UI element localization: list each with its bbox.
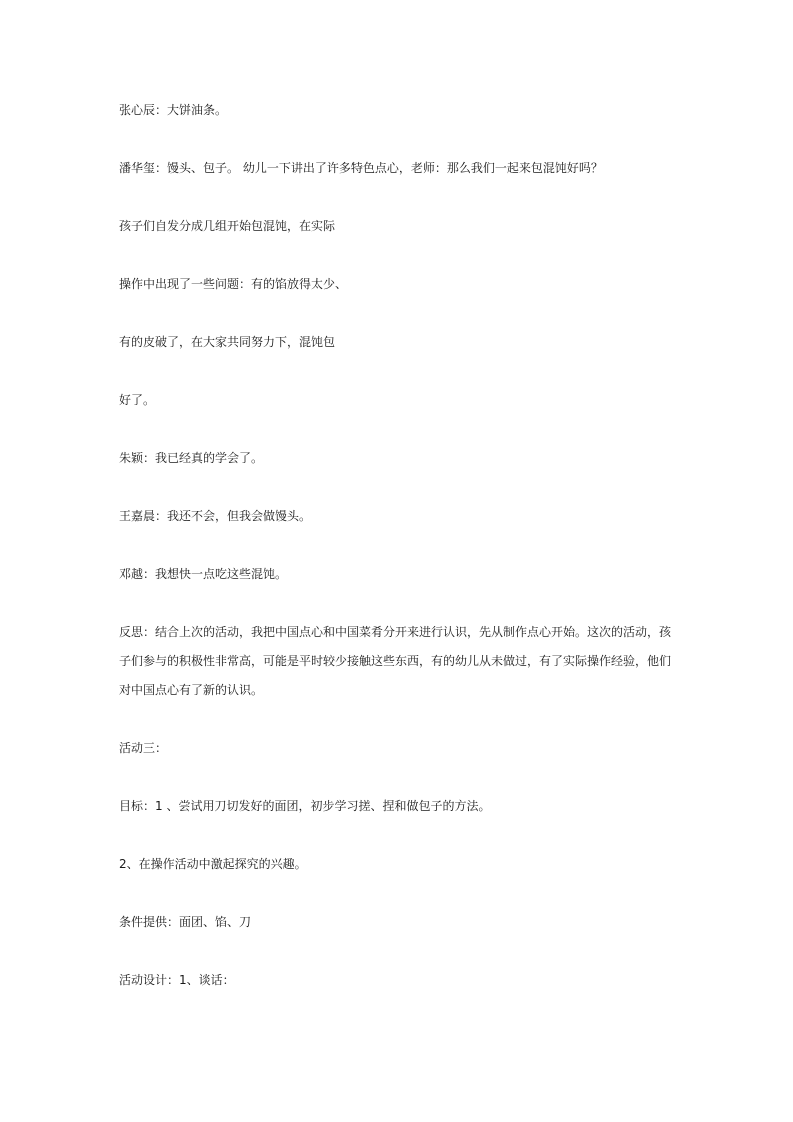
paragraph-dialogue-wang: 王嘉晨：我还不会，但我会做馒头。: [119, 509, 312, 523]
section-heading-activity-3: 活动三：: [119, 741, 168, 755]
paragraph-reflection: 反思：结合上次的活动，我把中国点心和中国菜肴分开来进行认识，先从制作点心开始。这次的活动，孩子们参与的积极性非常高，可能是平时较少接触这些东西，有的幼儿从未做过，有了实际操作经验，他们对中国点心有了新的认识。: [119, 625, 672, 697]
paragraph-goal-1: 目标：1 、尝试用刀切发好的面团，初步学习搓、捏和做包子的方法。: [119, 799, 491, 813]
paragraph-dialogue-zhang: 张心辰：大饼油条。: [119, 103, 228, 117]
paragraph-dialogue-pan: 潘华玺：馒头、包子。 幼儿一下讲出了许多特色点心，老师：那么我们一起来包混饨好吗？: [119, 161, 603, 175]
paragraph-narration-1: 孩子们自发分成几组开始包混饨，在实际: [119, 219, 336, 233]
paragraph-materials: 条件提供：面团、馅、刀: [119, 915, 252, 929]
paragraph-dialogue-zhu: 朱颖：我已经真的学会了。: [119, 451, 264, 465]
paragraph-dialogue-deng: 邓越：我想快一点吃这些混饨。: [119, 567, 288, 581]
paragraph-narration-4: 好了。: [119, 393, 156, 407]
paragraph-narration-3: 有的皮破了，在大家共同努力下，混饨包: [119, 335, 336, 349]
paragraph-activity-design: 活动设计：1、谈话：: [119, 973, 235, 987]
paragraph-goal-2: 2、在操作活动中激起探究的兴趣。: [119, 857, 307, 871]
paragraph-narration-2: 操作中出现了一些问题：有的馅放得太少、: [119, 277, 348, 291]
